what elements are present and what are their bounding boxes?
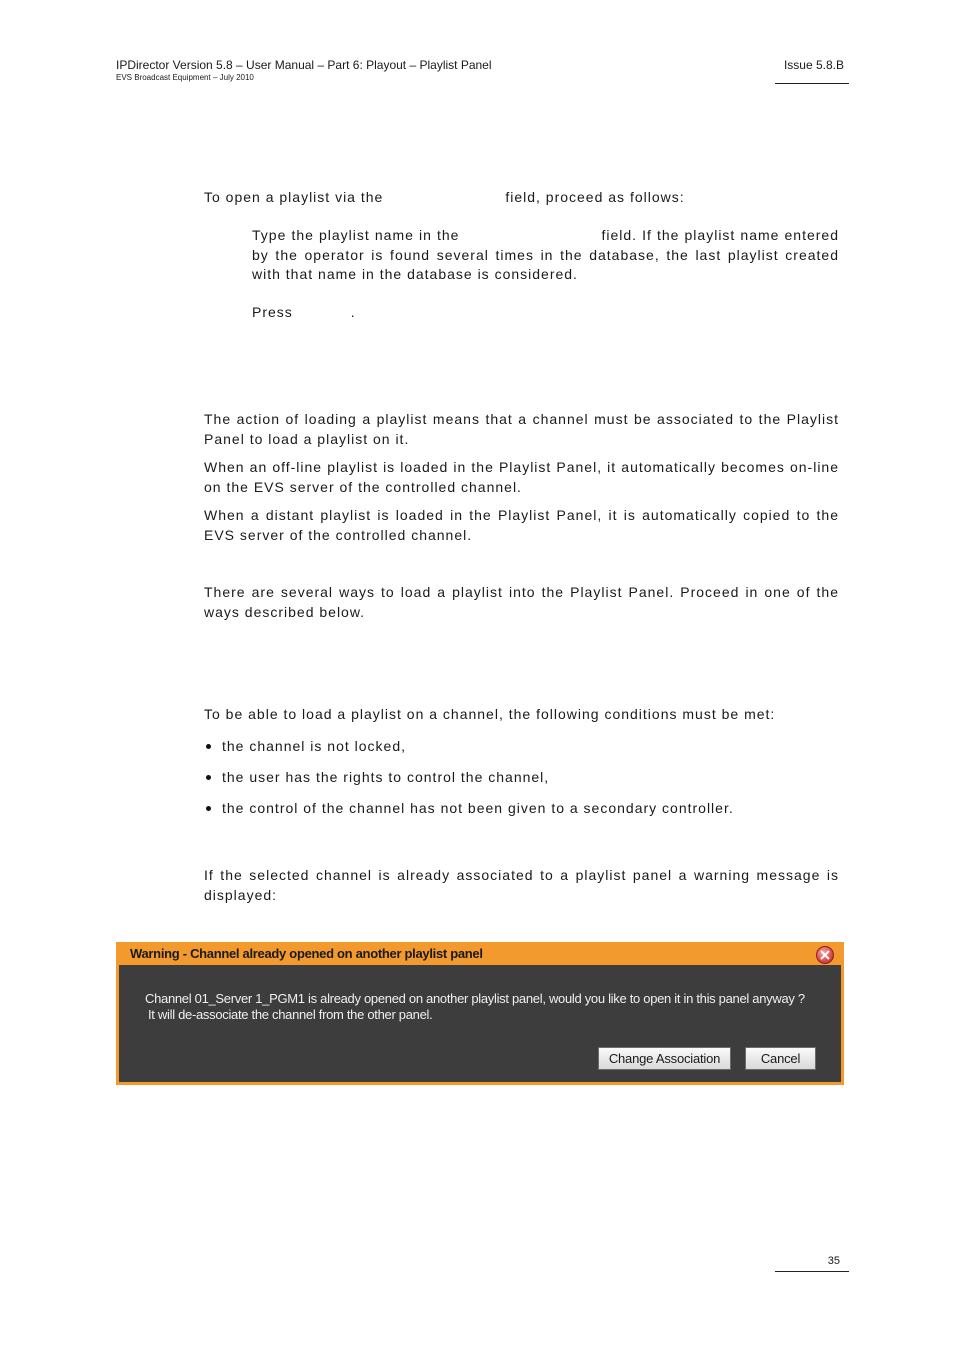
step-2-start: Press [252, 304, 293, 320]
ways-paragraph: There are several ways to load a playlist into the Playlist Panel. Proceed in one of the ways described below. [204, 584, 839, 620]
close-icon[interactable] [816, 946, 834, 964]
list-item-text: the channel is not locked, [222, 738, 406, 754]
change-association-button[interactable]: Change Association [598, 1047, 731, 1070]
list-item-text: the control of the channel has not been given to a secondary controller. [222, 800, 734, 816]
conditions-intro: To be able to load a playlist on a channel, the following conditions must be met: [204, 706, 776, 722]
footer-rule [775, 1271, 849, 1272]
open-intro [204, 188, 839, 208]
bullet-icon [206, 744, 211, 749]
dialog-title: Warning - Channel already opened on another playlist panel [130, 946, 483, 961]
bullet-icon [206, 806, 211, 811]
conditions-list [204, 736, 839, 829]
step-2 [252, 303, 839, 323]
dialog-message-line-2: It will de-associate the channel from the other panel. [148, 1007, 433, 1022]
list-item [204, 767, 839, 798]
warning-dialog [116, 942, 844, 1085]
load-paragraph-1: The action of loading a playlist means that a channel must be associated to the Playlist Panel to load a playlist on it. [204, 411, 839, 447]
load-paragraph-3: When a distant playlist is loaded in the Playlist Panel, it is automatically copied to the EVS server of the controlled channel. [204, 507, 839, 543]
header-issue: Issue 5.8.B [783, 58, 844, 72]
dialog-body [119, 965, 841, 1082]
header-rule [775, 83, 849, 84]
page-number: 35 [827, 1255, 840, 1267]
step-1-start: Type the playlist name in the [252, 227, 460, 243]
load-paragraph-2: When an off-line playlist is loaded in the Playlist Panel, it automatically becomes on-line on the EVS server of the controlled channel. [204, 459, 839, 495]
bullet-icon [206, 775, 211, 780]
step-1 [252, 226, 839, 285]
step-2-end: . [350, 304, 356, 320]
open-intro-start: To open a playlist via the [204, 189, 384, 205]
header-title: IPDirector Version 5.8 – User Manual – Part 6: Playout – Playlist Panel [116, 58, 492, 72]
step-1-rest: field. If the playlist name entered by the operator is found several times in the database, the last playlist created with that name in the database is considered. [252, 227, 839, 282]
list-item [204, 736, 839, 767]
list-item [204, 798, 839, 829]
warning-intro: If the selected channel is already associated to a playlist panel a warning message is displayed: [204, 867, 839, 903]
header-subtitle: EVS Broadcast Equipment – July 2010 [116, 73, 254, 82]
open-intro-end: field, proceed as follows: [505, 189, 685, 205]
dialog-message-line-1: Channel 01_Server 1_PGM1 is already opened on another playlist panel, would you like to open it in this panel anyway ? [145, 991, 805, 1006]
cancel-button[interactable]: Cancel [745, 1047, 816, 1070]
list-item-text: the user has the rights to control the channel, [222, 769, 550, 785]
